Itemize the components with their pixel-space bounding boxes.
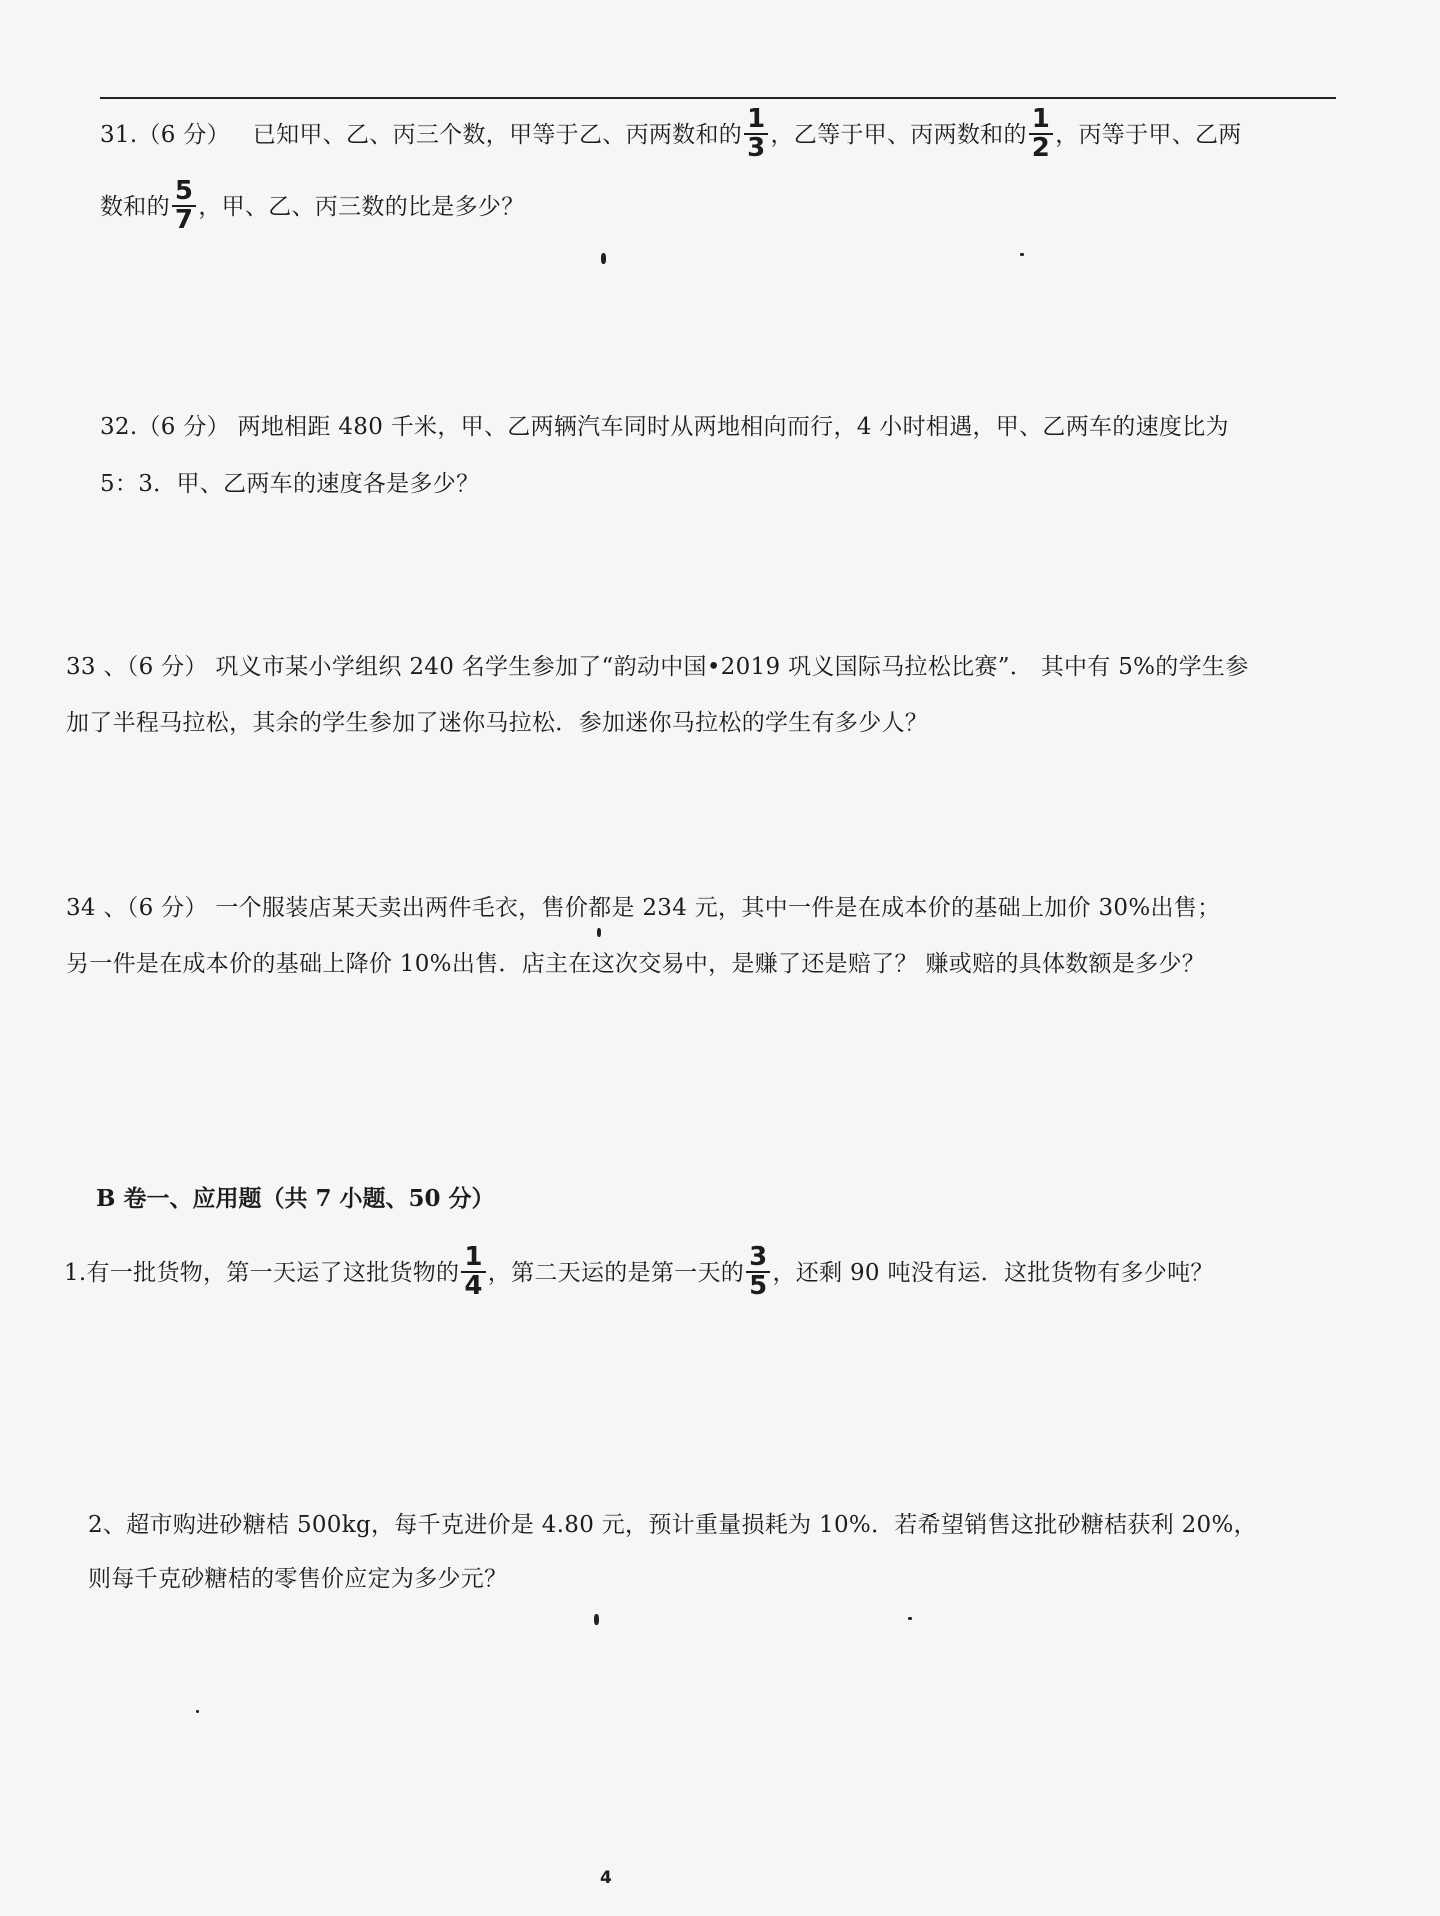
q31-fraction-1 [744, 106, 768, 162]
scan-speck [1020, 253, 1024, 256]
q31-text-e: ，甲、乙、丙三数的比是多少？ [198, 194, 525, 220]
b1-text-c: ，还剩 90 吨没有运．这批货物有多少吨？ [772, 1260, 1214, 1286]
fraction-denominator: 3 [747, 133, 766, 163]
b1-text-a: 1.有一批货物，第一天运了这批货物的 [64, 1260, 460, 1286]
q31-number: 31.（6 分） [100, 122, 230, 148]
fraction-denominator: 2 [1031, 133, 1051, 163]
top-rule [100, 97, 1336, 99]
b2-line2: 则每千克砂糖桔的零售价应定为多少元？ [88, 1566, 508, 1592]
fraction-denominator: 5 [749, 1271, 768, 1301]
q31-line1 [100, 104, 1242, 164]
q34-line1: 34 、（6 分） 一个服装店某天卖出两件毛衣，售价都是 234 元，其中一件是在成本价的基础上加价 30%出售； [66, 895, 1221, 921]
fraction-numerator: 3 [746, 1244, 770, 1273]
fraction-numerator: 5 [172, 178, 196, 207]
q31-text-a: 已知甲、乙、丙三个数，甲等于乙、丙两数和的 [252, 122, 743, 148]
scan-speck [908, 1617, 912, 1620]
scan-speck [196, 1710, 199, 1713]
fraction-numerator: 1 [744, 106, 768, 135]
section-b-title: B 卷一、应用题（共 7 小题、50 分） [96, 1185, 495, 1212]
q31-fraction-2 [1029, 106, 1053, 162]
fraction-denominator: 4 [464, 1271, 483, 1301]
q31-fraction-3 [172, 178, 196, 234]
scan-speck [597, 928, 601, 937]
q33-line1: 33 、（6 分） 巩义市某小学组织 240 名学生参加了“韵动中国•2019 巩义国际马拉松比赛”． 其中有 5%的学生参 [66, 654, 1249, 680]
q33-line2: 加了半程马拉松，其余的学生参加了迷你马拉松．参加迷你马拉松的学生有多少人？ [66, 710, 929, 736]
fraction-denominator: 7 [174, 205, 194, 235]
fraction-numerator: 1 [1029, 106, 1053, 135]
q32-line1: 32.（6 分） 两地相距 480 千米，甲、乙两辆汽车同时从两地相向而行，4 小时相遇，甲、乙两车的速度比为 [100, 414, 1229, 440]
b1-fraction-1 [461, 1244, 485, 1300]
b1-fraction-2 [746, 1244, 770, 1300]
b1-text-b: ，第二天运的是第一天的 [487, 1260, 745, 1286]
q31-text-b: ，乙等于甲、丙两数和的 [770, 122, 1027, 148]
scan-speck [594, 1614, 599, 1625]
b2-line1: 2、超市购进砂糖桔 500kg，每千克进价是 4.80 元，预计重量损耗为 10%．若希望销售这批砂糖桔获利 20%， [88, 1512, 1257, 1538]
q32-line2: 5：3．甲、乙两车的速度各是多少？ [100, 471, 480, 497]
fraction-numerator: 1 [461, 1244, 485, 1273]
q34-line2: 另一件是在成本价的基础上降价 10%出售．店主在这次交易中，是赚了还是赔了？ 赚或赔的具体数额是多少？ [66, 951, 1206, 977]
q31-text-c: ，丙等于甲、乙两 [1055, 122, 1242, 148]
q31-text-d: 数和的 [100, 194, 170, 220]
b1-line [64, 1242, 1214, 1302]
scan-speck [601, 253, 606, 264]
page-number: 4 [600, 1868, 612, 1888]
q31-line2 [100, 176, 525, 236]
